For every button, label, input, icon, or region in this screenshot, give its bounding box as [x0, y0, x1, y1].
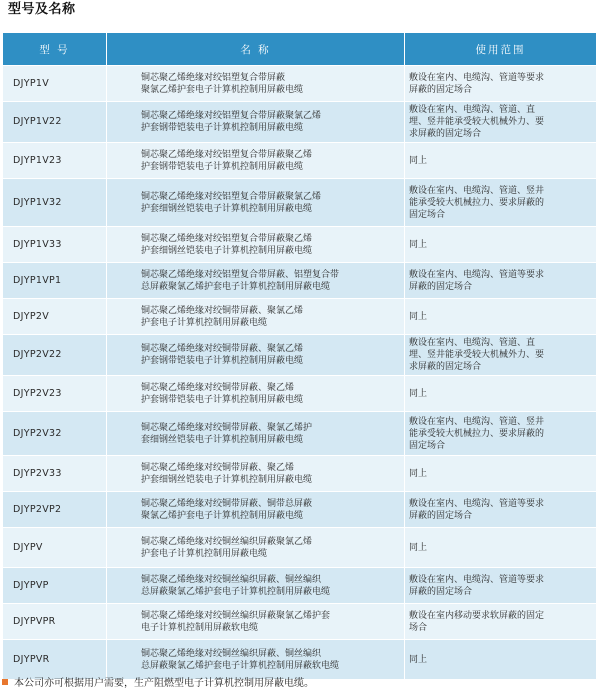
cell-usage-line: 同上	[409, 311, 428, 322]
cell-usage-line: 能承受较大机械拉力、要求屏蔽的	[409, 428, 545, 439]
page-title: 型号及名称	[8, 2, 76, 17]
cell-name-line: 铜芯聚乙烯绝缘对绞铜带屏蔽、聚乙烯	[141, 462, 295, 473]
cell-usage	[405, 412, 597, 456]
cell-usage	[405, 456, 597, 492]
cell-name	[107, 299, 405, 335]
table-row	[3, 335, 597, 376]
cell-usage-line: 固定场合	[409, 209, 446, 220]
cell-usage-line: 敷设在室内、电缆沟、管道等要求	[409, 498, 545, 509]
cell-name-line: 电子计算机控制用屏蔽软电缆	[141, 622, 259, 633]
cell-name-line: 护套钢带铠装电子计算机控制用屏蔽电缆	[141, 123, 304, 133]
cell-model: DJYP2V33	[3, 456, 107, 492]
cell-usage-line: 敷设在室内移动要求软屏蔽的固定	[409, 610, 545, 621]
table-row	[3, 528, 597, 568]
cell-usage-line: 屏蔽的固定场合	[409, 281, 473, 292]
header-model: 型 号	[3, 33, 107, 66]
cell-usage-line: 屏蔽的固定场合	[409, 84, 473, 95]
cell-name	[107, 456, 405, 492]
cell-usage	[405, 263, 597, 299]
header-name: 名 称	[107, 33, 405, 66]
cell-name-line: 护套钢带铠装电子计算机控制用屏蔽电缆	[141, 356, 304, 366]
cell-name	[107, 227, 405, 263]
cell-model: DJYP2V	[3, 299, 107, 335]
cell-name-line: 护套电子计算机控制用屏蔽电缆	[141, 317, 268, 328]
footnote	[2, 677, 314, 691]
cell-model: DJYP1V23	[3, 143, 107, 179]
table-row	[3, 179, 597, 227]
table-row	[3, 227, 597, 263]
table-row	[3, 568, 597, 604]
cell-name	[107, 568, 405, 604]
cell-name-line: 护套钢带铠装电子计算机控制用屏蔽电缆	[141, 161, 304, 172]
cell-name-line: 护套细钢丝铠装电子计算机控制用屏蔽电缆	[141, 474, 313, 485]
cell-usage	[405, 492, 597, 528]
cell-model: DJYP1V32	[3, 179, 107, 227]
table-header-row	[3, 33, 597, 66]
cell-model: DJYP1V22	[3, 102, 107, 143]
cell-usage-line: 屏蔽的固定场合	[409, 510, 473, 521]
cell-name-line: 护套细钢丝铠装电子计算机控制用屏蔽电缆	[141, 245, 313, 256]
cell-name-line: 铜芯聚乙烯绝缘对绞铝塑复合带屏蔽	[141, 72, 286, 83]
cell-usage	[405, 102, 597, 143]
cell-name	[107, 640, 405, 680]
cell-name-line: 铜芯聚乙烯绝缘对绞铝塑复合带屏蔽聚氯乙烯	[141, 111, 322, 121]
cell-name-line: 铜芯聚乙烯绝缘对绞铜丝编织屏蔽聚氯乙烯	[141, 536, 313, 547]
cell-usage-line: 敷设在室内、电缆沟、管道等要求	[409, 72, 545, 83]
cell-usage	[405, 335, 597, 376]
cell-name-line: 总屏蔽聚氯乙烯护套电子计算机控制用屏蔽电缆	[141, 586, 331, 597]
cell-usage-line: 能承受较大机械拉力、要求屏蔽的	[409, 197, 545, 208]
cell-name-line: 铜芯聚乙烯绝缘对绞铜带屏蔽、聚氯乙烯	[141, 305, 304, 316]
cell-name-line: 铜芯聚乙烯绝缘对绞铝塑复合带屏蔽、铝塑复合带	[141, 269, 340, 280]
cell-usage-line: 同上	[409, 654, 428, 665]
cell-name	[107, 66, 405, 102]
square-bullet-icon	[2, 679, 8, 685]
cell-model: DJYP1V	[3, 66, 107, 102]
cell-name-line: 聚氯乙烯护套电子计算机控制用屏蔽电缆	[141, 510, 304, 521]
table-row	[3, 143, 597, 179]
cell-name-line: 铜芯聚乙烯绝缘对绞铜带屏蔽、聚乙烯	[141, 382, 295, 393]
cell-name	[107, 102, 405, 143]
cell-name	[107, 376, 405, 412]
cell-usage-line: 同上	[409, 239, 428, 250]
cell-name-line: 总屏蔽聚氯乙烯护套电子计算机控制用屏蔽电缆	[141, 281, 331, 292]
cell-name-line: 铜芯聚乙烯绝缘对绞铜带屏蔽、铜带总屏蔽	[141, 498, 313, 509]
cell-name-line: 聚氯乙烯护套电子计算机控制用屏蔽电缆	[141, 84, 304, 95]
cell-name-line: 铜芯聚乙烯绝缘对绞铜丝编织屏蔽聚氯乙烯护套	[141, 610, 331, 621]
cell-usage-line: 求屏蔽的固定场合	[409, 129, 482, 139]
table-row	[3, 299, 597, 335]
cell-model: DJYPVR	[3, 640, 107, 680]
header-usage: 使用范围	[405, 33, 597, 66]
cell-usage	[405, 568, 597, 604]
table-row	[3, 492, 597, 528]
cell-name-line: 铜芯聚乙烯绝缘对绞铜带屏蔽、聚氯乙烯	[141, 344, 304, 354]
table-row	[3, 640, 597, 680]
cell-usage	[405, 604, 597, 640]
cell-usage-line: 求屏蔽的固定场合	[409, 362, 482, 372]
cell-usage-line: 屏蔽的固定场合	[409, 586, 473, 597]
cell-model: DJYPVPR	[3, 604, 107, 640]
cell-name-line: 铜芯聚乙烯绝缘对绞铝塑复合带屏蔽聚乙烯	[141, 149, 313, 160]
cell-usage-line: 同上	[409, 468, 428, 479]
table-row	[3, 604, 597, 640]
cell-name-line: 护套细钢丝铠装电子计算机控制用屏蔽电缆	[141, 203, 313, 214]
cell-usage-line: 敷设在室内、电缆沟、管道、直	[409, 105, 536, 115]
cell-name	[107, 335, 405, 376]
cell-name	[107, 263, 405, 299]
cell-name-line: 护套钢带铠装电子计算机控制用屏蔽电缆	[141, 394, 304, 405]
cell-usage	[405, 143, 597, 179]
cell-name	[107, 604, 405, 640]
table-row	[3, 66, 597, 102]
cell-name-line: 铜芯聚乙烯绝缘对绞铜带屏蔽、聚氯乙烯护	[141, 422, 313, 433]
cell-model: DJYPVP	[3, 568, 107, 604]
cell-usage-line: 固定场合	[409, 440, 446, 451]
cell-usage-line: 埋、竖井能承受较大机械外力、要	[409, 350, 545, 360]
cell-name	[107, 179, 405, 227]
cell-model: DJYP1VP1	[3, 263, 107, 299]
cell-name-line: 铜芯聚乙烯绝缘对绞铜丝编织屏蔽、铜丝编织	[141, 574, 322, 585]
cell-model: DJYP2V22	[3, 335, 107, 376]
cell-name-line: 铜芯聚乙烯绝缘对绞铜丝编织屏蔽、铜丝编织	[141, 648, 322, 659]
cell-name-line: 套细钢丝铠装电子计算机控制用屏蔽电缆	[141, 434, 304, 445]
cell-usage-line: 敷设在室内、电缆沟、管道等要求	[409, 269, 545, 280]
cell-name-line: 铜芯聚乙烯绝缘对绞铝塑复合带屏蔽聚氯乙烯	[141, 191, 322, 202]
cell-usage	[405, 528, 597, 568]
cell-usage	[405, 179, 597, 227]
table-row	[3, 456, 597, 492]
cell-name-line: 总屏蔽聚氯乙烯护套电子计算机控制用屏蔽软电缆	[141, 660, 340, 671]
cell-usage	[405, 66, 597, 102]
cell-usage-line: 同上	[409, 388, 428, 399]
cell-usage	[405, 640, 597, 680]
table-row	[3, 263, 597, 299]
cell-usage-line: 敷设在室内、电缆沟、管道、直	[409, 338, 536, 348]
cell-name	[107, 412, 405, 456]
cell-name	[107, 528, 405, 568]
cell-name-line: 铜芯聚乙烯绝缘对绞铝塑复合带屏蔽聚乙烯	[141, 233, 313, 244]
cell-usage-line: 埋、竖井能承受较大机械外力、要	[409, 117, 545, 127]
cell-usage-line: 敷设在室内、电缆沟、管道、竖井	[409, 185, 545, 196]
cell-usage-line: 同上	[409, 542, 428, 553]
cell-model: DJYP2V23	[3, 376, 107, 412]
table-body	[3, 66, 597, 680]
model-name-table	[2, 32, 597, 680]
cell-usage	[405, 227, 597, 263]
cell-model: DJYP2VP2	[3, 492, 107, 528]
cell-usage-line: 敷设在室内、电缆沟、管道等要求	[409, 574, 545, 585]
cell-name	[107, 492, 405, 528]
table-row	[3, 412, 597, 456]
table-row	[3, 376, 597, 412]
cell-usage-line: 敷设在室内、电缆沟、管道、竖井	[409, 416, 545, 427]
cell-model: DJYPV	[3, 528, 107, 568]
cell-model: DJYP1V33	[3, 227, 107, 263]
cell-name-line: 护套电子计算机控制用屏蔽电缆	[141, 548, 268, 559]
cell-model: DJYP2V32	[3, 412, 107, 456]
footnote-text: 本公司亦可根据用户需要，生产阻燃型电子计算机控制用屏蔽电缆。	[14, 678, 314, 689]
cell-usage-line: 同上	[409, 155, 428, 166]
cell-usage	[405, 299, 597, 335]
cell-usage	[405, 376, 597, 412]
table-row	[3, 102, 597, 143]
cell-name	[107, 143, 405, 179]
cell-usage-line: 场合	[409, 622, 428, 633]
